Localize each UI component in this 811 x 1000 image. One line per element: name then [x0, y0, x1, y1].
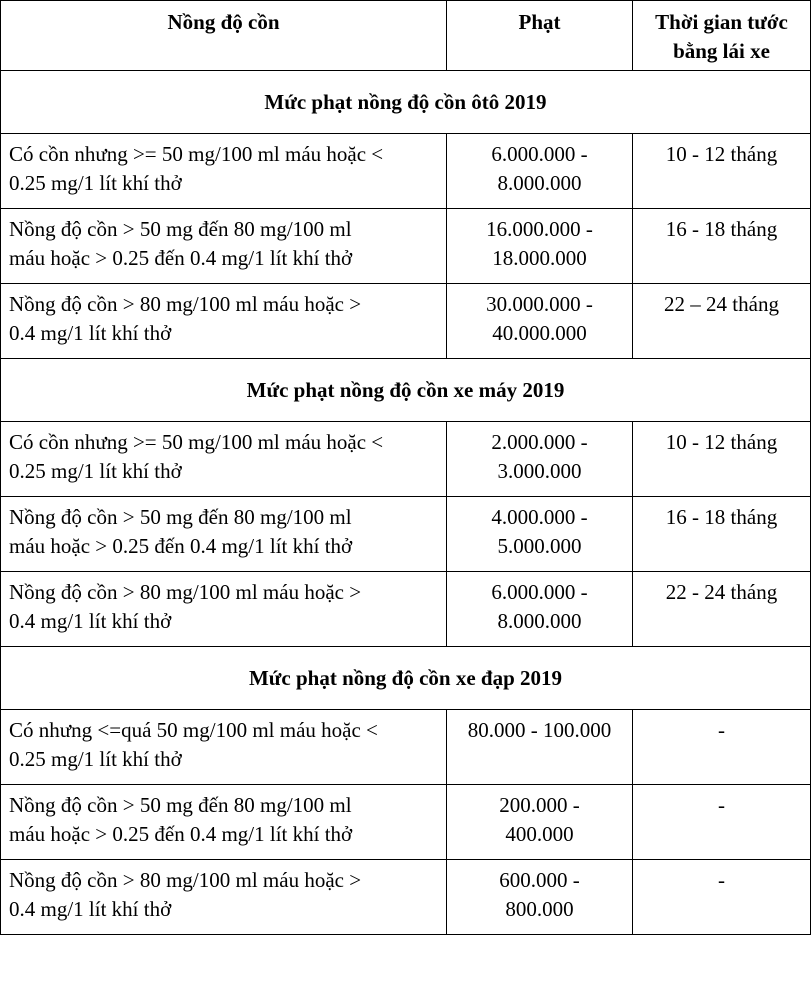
- fine-cell: [447, 209, 633, 284]
- suspension-cell: 16 - 18 tháng: [633, 497, 811, 572]
- table-row: [1, 284, 811, 359]
- suspension-cell: 10 - 12 tháng: [633, 422, 811, 497]
- condition-line: Có cồn nhưng >= 50 mg/100 ml máu hoặc <: [9, 142, 384, 166]
- fine-line: 600.000 -: [499, 868, 580, 892]
- fine-cell: [447, 572, 633, 647]
- table-row: [1, 209, 811, 284]
- condition-cell: [1, 422, 447, 497]
- section-title: Mức phạt nồng độ cồn xe đạp 2019: [1, 647, 811, 710]
- condition-line: 0.25 mg/1 lít khí thở: [9, 747, 182, 771]
- table-row: [1, 572, 811, 647]
- condition-line: máu hoặc > 0.25 đến 0.4 mg/1 lít khí thở: [9, 246, 353, 270]
- suspension-cell: 10 - 12 tháng: [633, 134, 811, 209]
- section-title: Mức phạt nồng độ cồn ôtô 2019: [1, 71, 811, 134]
- fine-line: 800.000: [505, 897, 574, 921]
- condition-line: 0.4 mg/1 lít khí thở: [9, 609, 172, 633]
- table-body: [1, 71, 811, 935]
- condition-cell: [1, 710, 447, 785]
- suspension-cell: -: [633, 710, 811, 785]
- header-suspension: [633, 1, 811, 71]
- fine-line: 6.000.000 -: [491, 142, 588, 166]
- fine-line: 18.000.000: [492, 246, 587, 270]
- fine-line: 4.000.000 -: [491, 505, 588, 529]
- condition-line: 0.4 mg/1 lít khí thở: [9, 897, 172, 921]
- condition-cell: [1, 497, 447, 572]
- section-row-motorbike: [1, 359, 811, 422]
- fine-line: 80.000 - 100.000: [467, 718, 612, 742]
- fine-cell: [447, 422, 633, 497]
- condition-cell: [1, 860, 447, 935]
- header-condition: Nồng độ cồn: [1, 1, 447, 71]
- section-title: Mức phạt nồng độ cồn xe máy 2019: [1, 359, 811, 422]
- condition-line: Nồng độ cồn > 80 mg/100 ml máu hoặc >: [9, 580, 362, 604]
- condition-line: máu hoặc > 0.25 đến 0.4 mg/1 lít khí thở: [9, 822, 353, 846]
- suspension-cell: -: [633, 785, 811, 860]
- fine-cell: [447, 860, 633, 935]
- table-row: [1, 422, 811, 497]
- table-row: [1, 785, 811, 860]
- fine-cell: [447, 497, 633, 572]
- table-row: [1, 710, 811, 785]
- suspension-cell: 22 - 24 tháng: [633, 572, 811, 647]
- condition-line: Nồng độ cồn > 50 mg đến 80 mg/100 ml: [9, 793, 352, 817]
- condition-line: Nồng độ cồn > 80 mg/100 ml máu hoặc >: [9, 868, 362, 892]
- header-fine: Phạt: [447, 1, 633, 71]
- fine-line: 5.000.000: [497, 534, 582, 558]
- fine-line: 8.000.000: [497, 609, 582, 633]
- condition-cell: [1, 785, 447, 860]
- condition-cell: [1, 572, 447, 647]
- condition-line: Nồng độ cồn > 50 mg đến 80 mg/100 ml: [9, 505, 352, 529]
- condition-line: Nồng độ cồn > 50 mg đến 80 mg/100 ml: [9, 217, 352, 241]
- condition-line: máu hoặc > 0.25 đến 0.4 mg/1 lít khí thở: [9, 534, 353, 558]
- fine-line: 30.000.000 -: [486, 292, 593, 316]
- section-row-bicycle: [1, 647, 811, 710]
- fine-line: 3.000.000: [497, 459, 582, 483]
- condition-cell: [1, 209, 447, 284]
- condition-line: Có nhưng <=quá 50 mg/100 ml máu hoặc <: [9, 718, 378, 742]
- table-row: [1, 497, 811, 572]
- header-row: [1, 1, 811, 71]
- suspension-cell: 16 - 18 tháng: [633, 209, 811, 284]
- fine-line: 6.000.000 -: [491, 580, 588, 604]
- condition-line: 0.25 mg/1 lít khí thở: [9, 171, 182, 195]
- section-row-car: [1, 71, 811, 134]
- condition-cell: [1, 284, 447, 359]
- condition-line: 0.25 mg/1 lít khí thở: [9, 459, 182, 483]
- table-row: [1, 134, 811, 209]
- fine-cell: [447, 284, 633, 359]
- condition-line: Có cồn nhưng >= 50 mg/100 ml máu hoặc <: [9, 430, 384, 454]
- fine-line: 400.000: [505, 822, 574, 846]
- suspension-cell: 22 – 24 tháng: [633, 284, 811, 359]
- fine-cell: [447, 785, 633, 860]
- fine-line: 8.000.000: [497, 171, 582, 195]
- header-suspension-line-2: bằng lái xe: [673, 39, 770, 63]
- condition-cell: [1, 134, 447, 209]
- fine-cell: [447, 134, 633, 209]
- condition-line: 0.4 mg/1 lít khí thở: [9, 321, 172, 345]
- fine-line: 16.000.000 -: [486, 217, 593, 241]
- fine-cell: [447, 710, 633, 785]
- fine-line: 200.000 -: [499, 793, 580, 817]
- condition-line: Nồng độ cồn > 80 mg/100 ml máu hoặc >: [9, 292, 362, 316]
- table-row: [1, 860, 811, 935]
- suspension-cell: -: [633, 860, 811, 935]
- header-suspension-line-1: Thời gian tước: [655, 10, 788, 34]
- fine-line: 2.000.000 -: [491, 430, 588, 454]
- fine-line: 40.000.000: [492, 321, 587, 345]
